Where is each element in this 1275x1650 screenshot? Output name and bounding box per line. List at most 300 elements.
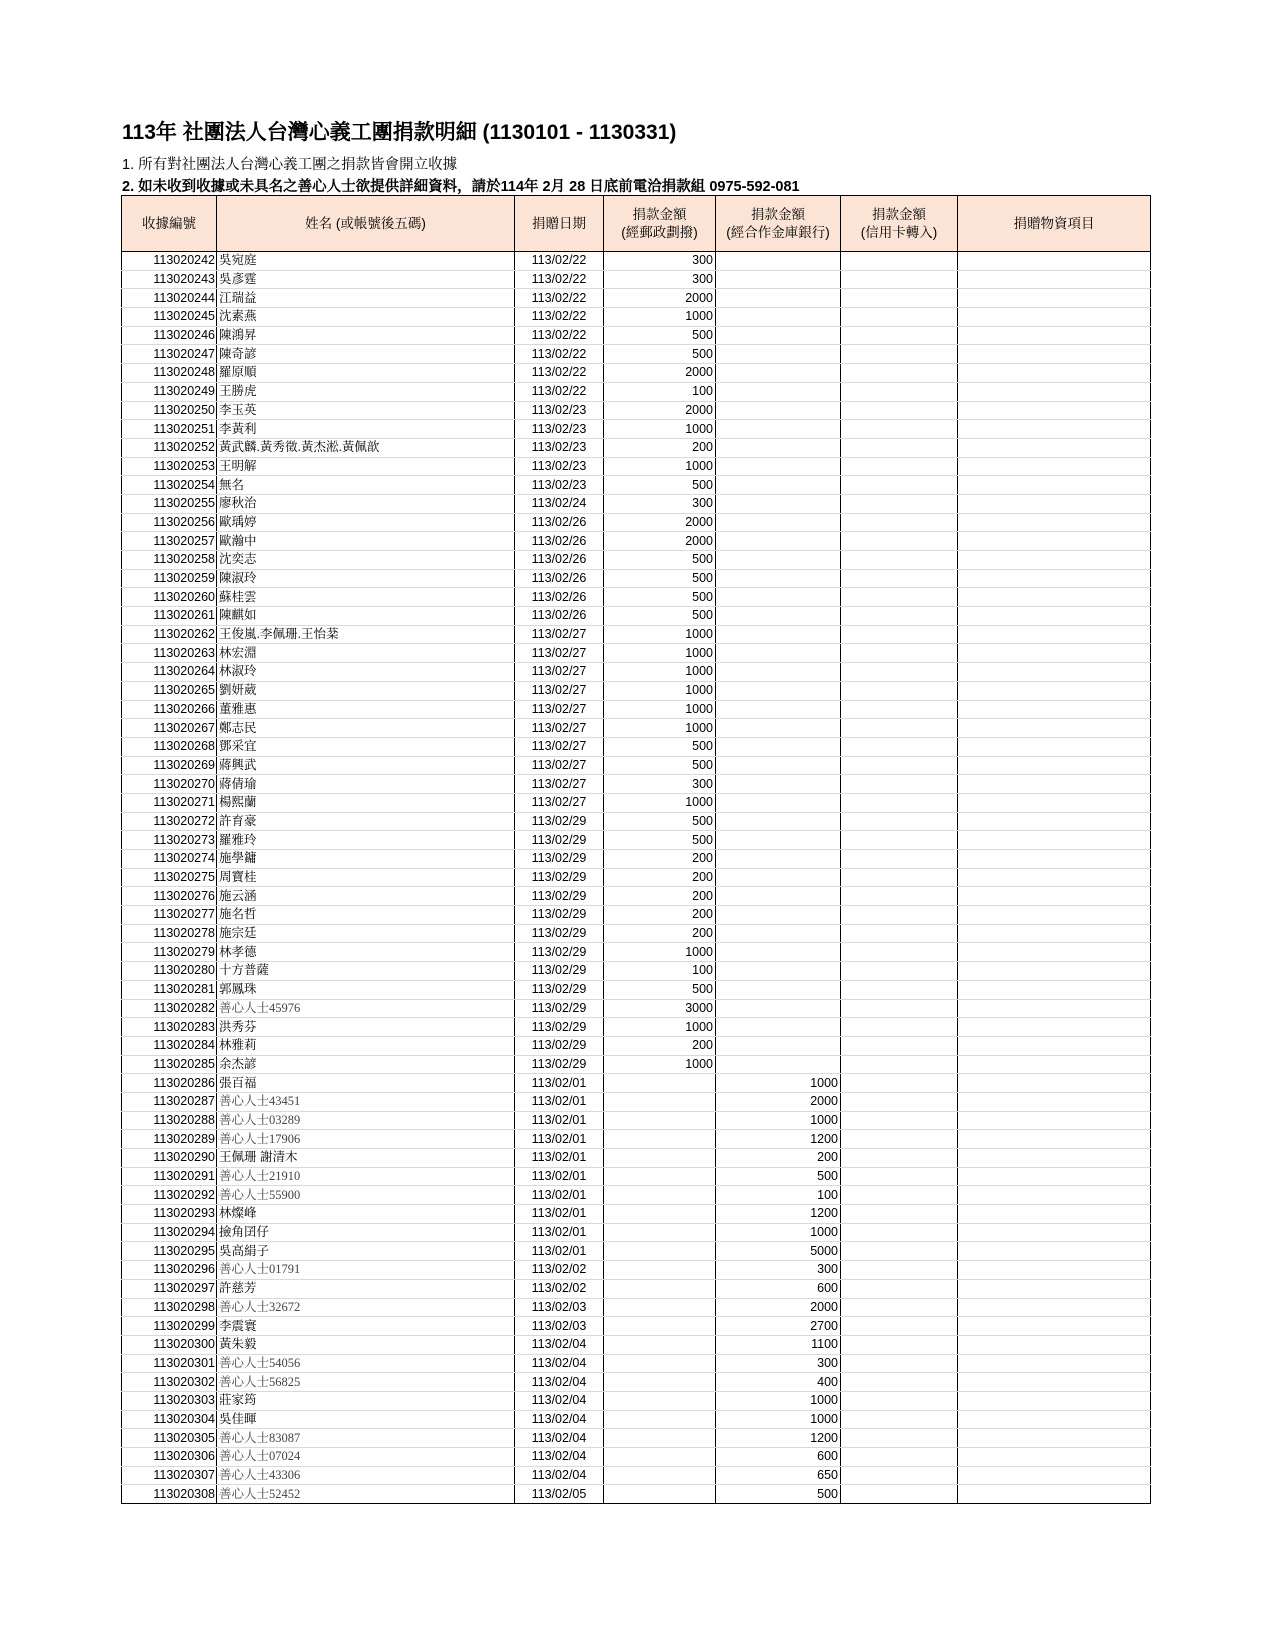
cell-name: 鄧采宜	[217, 737, 515, 756]
cell-name: 蘇桂雲	[217, 588, 515, 607]
cell-receipt-no: 113020253	[122, 457, 217, 476]
cell-name: 善心人士32672	[217, 1298, 515, 1317]
cell-receipt-no: 113020287	[122, 1092, 217, 1111]
cell-receipt-no: 113020261	[122, 607, 217, 626]
cell-goods	[958, 1448, 1151, 1467]
cell-name: 洪秀芬	[217, 1018, 515, 1037]
table-row	[122, 737, 1151, 756]
cell-date: 113/02/01	[515, 1223, 604, 1242]
cell-name: 歐瀚中	[217, 532, 515, 551]
cell-receipt-no: 113020267	[122, 719, 217, 738]
cell-amount-postal: 1000	[604, 663, 716, 682]
cell-goods	[958, 1466, 1151, 1485]
cell-goods	[958, 308, 1151, 327]
cell-amount-bank: 1100	[716, 1335, 841, 1354]
cell-amount-credit-card	[841, 1018, 958, 1037]
cell-amount-postal	[604, 1298, 716, 1317]
cell-amount-postal	[604, 1261, 716, 1280]
cell-amount-bank	[716, 1018, 841, 1037]
table-row	[122, 1186, 1151, 1205]
cell-name: 王勝虎	[217, 382, 515, 401]
cell-amount-credit-card	[841, 252, 958, 271]
table-row	[122, 644, 1151, 663]
cell-name: 黃朱毅	[217, 1335, 515, 1354]
cell-name: 善心人士54056	[217, 1354, 515, 1373]
cell-amount-postal: 1000	[604, 625, 716, 644]
table-row	[122, 607, 1151, 626]
cell-amount-postal: 500	[604, 569, 716, 588]
cell-name: 善心人士43306	[217, 1466, 515, 1485]
cell-date: 113/02/22	[515, 382, 604, 401]
cell-amount-postal: 1000	[604, 457, 716, 476]
table-row	[122, 924, 1151, 943]
cell-name: 沈奕志	[217, 551, 515, 570]
cell-goods	[958, 457, 1151, 476]
cell-amount-bank	[716, 513, 841, 532]
cell-goods	[958, 513, 1151, 532]
cell-receipt-no: 113020274	[122, 850, 217, 869]
cell-amount-postal	[604, 1111, 716, 1130]
cell-name: 陳麒如	[217, 607, 515, 626]
cell-amount-bank	[716, 943, 841, 962]
cell-receipt-no: 113020251	[122, 420, 217, 439]
cell-receipt-no: 113020258	[122, 551, 217, 570]
cell-date: 113/02/26	[515, 551, 604, 570]
cell-amount-bank	[716, 345, 841, 364]
cell-amount-credit-card	[841, 1074, 958, 1093]
cell-receipt-no: 113020259	[122, 569, 217, 588]
cell-amount-bank: 1000	[716, 1410, 841, 1429]
cell-amount-postal: 1000	[604, 719, 716, 738]
cell-date: 113/02/04	[515, 1391, 604, 1410]
cell-amount-credit-card	[841, 737, 958, 756]
cell-name: 施學鏞	[217, 850, 515, 869]
cell-date: 113/02/22	[515, 326, 604, 345]
cell-date: 113/02/23	[515, 438, 604, 457]
cell-amount-bank	[716, 401, 841, 420]
table-row	[122, 345, 1151, 364]
table-row	[122, 1111, 1151, 1130]
cell-name: 善心人士55900	[217, 1186, 515, 1205]
cell-amount-credit-card	[841, 1279, 958, 1298]
cell-amount-credit-card	[841, 382, 958, 401]
table-row	[122, 457, 1151, 476]
cell-name: 莊家筠	[217, 1391, 515, 1410]
cell-name: 王俊嵐.李佩珊.王怡棻	[217, 625, 515, 644]
cell-amount-bank	[716, 887, 841, 906]
cell-amount-bank	[716, 868, 841, 887]
cell-goods	[958, 345, 1151, 364]
cell-amount-credit-card	[841, 775, 958, 794]
cell-name: 羅原順	[217, 364, 515, 383]
cell-amount-credit-card	[841, 438, 958, 457]
cell-amount-postal: 2000	[604, 289, 716, 308]
cell-amount-credit-card	[841, 1261, 958, 1280]
cell-amount-bank: 2000	[716, 1298, 841, 1317]
cell-date: 113/02/29	[515, 1036, 604, 1055]
cell-goods	[958, 1055, 1151, 1074]
cell-amount-postal: 500	[604, 326, 716, 345]
cell-amount-bank	[716, 1036, 841, 1055]
cell-goods	[958, 1410, 1151, 1429]
cell-goods	[958, 681, 1151, 700]
cell-amount-postal: 2000	[604, 364, 716, 383]
cell-receipt-no: 113020282	[122, 999, 217, 1018]
cell-name: 善心人士43451	[217, 1092, 515, 1111]
cell-name: 沈素燕	[217, 308, 515, 327]
cell-amount-credit-card	[841, 588, 958, 607]
cell-receipt-no: 113020265	[122, 681, 217, 700]
cell-date: 113/02/04	[515, 1354, 604, 1373]
cell-amount-bank: 5000	[716, 1242, 841, 1261]
cell-name: 李黃利	[217, 420, 515, 439]
cell-receipt-no: 113020284	[122, 1036, 217, 1055]
cell-goods	[958, 1261, 1151, 1280]
cell-amount-credit-card	[841, 1092, 958, 1111]
table-row	[122, 831, 1151, 850]
cell-receipt-no: 113020300	[122, 1335, 217, 1354]
cell-goods	[958, 1205, 1151, 1224]
cell-receipt-no: 113020296	[122, 1261, 217, 1280]
cell-receipt-no: 113020293	[122, 1205, 217, 1224]
cell-date: 113/02/01	[515, 1092, 604, 1111]
cell-amount-bank	[716, 457, 841, 476]
cell-receipt-no: 113020307	[122, 1466, 217, 1485]
cell-amount-postal: 100	[604, 382, 716, 401]
cell-amount-postal: 200	[604, 850, 716, 869]
cell-goods	[958, 1149, 1151, 1168]
table-row	[122, 1354, 1151, 1373]
cell-receipt-no: 113020264	[122, 663, 217, 682]
cell-name: 許慈芳	[217, 1279, 515, 1298]
cell-amount-credit-card	[841, 457, 958, 476]
cell-amount-postal	[604, 1335, 716, 1354]
table-row	[122, 252, 1151, 271]
cell-amount-bank: 500	[716, 1485, 841, 1504]
cell-date: 113/02/27	[515, 644, 604, 663]
cell-amount-credit-card	[841, 1466, 958, 1485]
table-row	[122, 494, 1151, 513]
cell-date: 113/02/04	[515, 1466, 604, 1485]
cell-amount-credit-card	[841, 551, 958, 570]
cell-receipt-no: 113020288	[122, 1111, 217, 1130]
cell-name: 善心人士01791	[217, 1261, 515, 1280]
table-row	[122, 382, 1151, 401]
cell-receipt-no: 113020245	[122, 308, 217, 327]
cell-name: 十方普薩	[217, 962, 515, 981]
cell-name: 善心人士03289	[217, 1111, 515, 1130]
cell-amount-bank: 1000	[716, 1111, 841, 1130]
cell-amount-credit-card	[841, 1223, 958, 1242]
cell-name: 張百福	[217, 1074, 515, 1093]
cell-amount-credit-card	[841, 1186, 958, 1205]
cell-date: 113/02/26	[515, 607, 604, 626]
table-row	[122, 364, 1151, 383]
cell-amount-bank: 1000	[716, 1074, 841, 1093]
table-row	[122, 1466, 1151, 1485]
cell-amount-postal: 200	[604, 924, 716, 943]
cell-amount-postal: 1000	[604, 1018, 716, 1037]
table-row	[122, 1485, 1151, 1504]
cell-amount-postal: 1000	[604, 681, 716, 700]
cell-amount-postal: 2000	[604, 513, 716, 532]
table-row	[122, 1036, 1151, 1055]
cell-receipt-no: 113020306	[122, 1448, 217, 1467]
cell-amount-credit-card	[841, 1130, 958, 1149]
table-row	[122, 756, 1151, 775]
cell-name: 歐瑀婷	[217, 513, 515, 532]
cell-name: 善心人士52452	[217, 1485, 515, 1504]
cell-amount-bank	[716, 924, 841, 943]
cell-goods	[958, 1354, 1151, 1373]
cell-amount-postal	[604, 1410, 716, 1429]
cell-amount-postal: 1000	[604, 700, 716, 719]
cell-date: 113/02/01	[515, 1074, 604, 1093]
cell-amount-credit-card	[841, 494, 958, 513]
cell-date: 113/02/27	[515, 625, 604, 644]
cell-receipt-no: 113020279	[122, 943, 217, 962]
cell-amount-bank	[716, 532, 841, 551]
cell-amount-credit-card	[841, 1055, 958, 1074]
cell-receipt-no: 113020301	[122, 1354, 217, 1373]
cell-date: 113/02/01	[515, 1186, 604, 1205]
cell-name: 蔣興武	[217, 756, 515, 775]
cell-amount-bank	[716, 644, 841, 663]
cell-receipt-no: 113020254	[122, 476, 217, 495]
cell-date: 113/02/22	[515, 364, 604, 383]
cell-name: 鄭志民	[217, 719, 515, 738]
cell-date: 113/02/29	[515, 943, 604, 962]
table-row	[122, 1074, 1151, 1093]
table-row	[122, 812, 1151, 831]
header-date: 捐贈日期	[515, 196, 604, 252]
cell-amount-postal: 500	[604, 551, 716, 570]
cell-goods	[958, 962, 1151, 981]
cell-receipt-no: 113020250	[122, 401, 217, 420]
cell-amount-bank: 600	[716, 1279, 841, 1298]
cell-amount-bank	[716, 438, 841, 457]
cell-goods	[958, 551, 1151, 570]
cell-name: 董雅惠	[217, 700, 515, 719]
cell-goods	[958, 1298, 1151, 1317]
cell-amount-bank	[716, 980, 841, 999]
cell-receipt-no: 113020256	[122, 513, 217, 532]
cell-receipt-no: 113020278	[122, 924, 217, 943]
cell-amount-bank: 1200	[716, 1429, 841, 1448]
cell-date: 113/02/29	[515, 812, 604, 831]
cell-goods	[958, 625, 1151, 644]
cell-amount-postal: 300	[604, 252, 716, 271]
cell-amount-credit-card	[841, 1205, 958, 1224]
cell-goods	[958, 812, 1151, 831]
table-row	[122, 1429, 1151, 1448]
table-row	[122, 1167, 1151, 1186]
cell-name: 施名哲	[217, 906, 515, 925]
cell-amount-credit-card	[841, 1167, 958, 1186]
cell-receipt-no: 113020294	[122, 1223, 217, 1242]
cell-date: 113/02/27	[515, 756, 604, 775]
cell-amount-credit-card	[841, 1410, 958, 1429]
cell-amount-credit-card	[841, 401, 958, 420]
cell-name: 施宗廷	[217, 924, 515, 943]
cell-amount-bank	[716, 607, 841, 626]
cell-receipt-no: 113020249	[122, 382, 217, 401]
cell-amount-bank: 500	[716, 1167, 841, 1186]
cell-receipt-no: 113020246	[122, 326, 217, 345]
cell-amount-postal: 200	[604, 887, 716, 906]
cell-goods	[958, 868, 1151, 887]
cell-amount-credit-card	[841, 625, 958, 644]
cell-amount-postal	[604, 1149, 716, 1168]
cell-name: 許育豪	[217, 812, 515, 831]
cell-amount-postal	[604, 1130, 716, 1149]
cell-amount-credit-card	[841, 420, 958, 439]
cell-date: 113/02/27	[515, 775, 604, 794]
cell-receipt-no: 113020257	[122, 532, 217, 551]
cell-amount-postal	[604, 1317, 716, 1336]
cell-goods	[958, 1279, 1151, 1298]
cell-date: 113/02/26	[515, 532, 604, 551]
cell-receipt-no: 113020269	[122, 756, 217, 775]
table-row	[122, 289, 1151, 308]
cell-name: 林燦峰	[217, 1205, 515, 1224]
cell-name: 林宏淵	[217, 644, 515, 663]
cell-date: 113/02/04	[515, 1410, 604, 1429]
cell-amount-credit-card	[841, 719, 958, 738]
cell-amount-credit-card	[841, 1298, 958, 1317]
cell-receipt-no: 113020266	[122, 700, 217, 719]
cell-amount-credit-card	[841, 476, 958, 495]
table-row	[122, 569, 1151, 588]
cell-receipt-no: 113020303	[122, 1391, 217, 1410]
cell-amount-bank	[716, 252, 841, 271]
cell-amount-postal: 1000	[604, 644, 716, 663]
cell-amount-bank	[716, 681, 841, 700]
table-row	[122, 438, 1151, 457]
table-row	[122, 700, 1151, 719]
cell-goods	[958, 793, 1151, 812]
cell-amount-credit-card	[841, 906, 958, 925]
cell-goods	[958, 663, 1151, 682]
cell-amount-bank	[716, 1055, 841, 1074]
cell-receipt-no: 113020270	[122, 775, 217, 794]
cell-amount-postal: 1000	[604, 308, 716, 327]
cell-goods	[958, 1223, 1151, 1242]
cell-amount-postal: 200	[604, 868, 716, 887]
cell-amount-postal	[604, 1373, 716, 1392]
cell-date: 113/02/01	[515, 1205, 604, 1224]
table-row	[122, 850, 1151, 869]
cell-amount-bank	[716, 420, 841, 439]
cell-amount-credit-card	[841, 644, 958, 663]
cell-receipt-no: 113020291	[122, 1167, 217, 1186]
table-row	[122, 1391, 1151, 1410]
cell-receipt-no: 113020247	[122, 345, 217, 364]
cell-amount-bank	[716, 476, 841, 495]
cell-amount-credit-card	[841, 1485, 958, 1504]
cell-amount-postal	[604, 1092, 716, 1111]
cell-amount-postal	[604, 1354, 716, 1373]
cell-receipt-no: 113020280	[122, 962, 217, 981]
cell-amount-bank: 1200	[716, 1205, 841, 1224]
cell-amount-credit-card	[841, 1429, 958, 1448]
cell-amount-postal: 200	[604, 906, 716, 925]
cell-amount-postal	[604, 1074, 716, 1093]
table-row	[122, 943, 1151, 962]
cell-amount-postal	[604, 1186, 716, 1205]
cell-goods	[958, 1167, 1151, 1186]
cell-goods	[958, 1074, 1151, 1093]
cell-date: 113/02/22	[515, 289, 604, 308]
cell-amount-bank	[716, 382, 841, 401]
cell-receipt-no: 113020268	[122, 737, 217, 756]
cell-date: 113/02/04	[515, 1373, 604, 1392]
cell-amount-bank	[716, 364, 841, 383]
cell-name: 陳鴻昇	[217, 326, 515, 345]
cell-amount-bank	[716, 831, 841, 850]
cell-amount-postal	[604, 1167, 716, 1186]
cell-amount-credit-card	[841, 962, 958, 981]
cell-amount-bank: 1200	[716, 1130, 841, 1149]
cell-amount-bank: 300	[716, 1354, 841, 1373]
cell-receipt-no: 113020286	[122, 1074, 217, 1093]
cell-amount-credit-card	[841, 569, 958, 588]
cell-amount-postal: 1000	[604, 1055, 716, 1074]
table-row	[122, 1373, 1151, 1392]
cell-amount-bank: 1000	[716, 1223, 841, 1242]
cell-goods	[958, 420, 1151, 439]
cell-amount-credit-card	[841, 999, 958, 1018]
cell-goods	[958, 1186, 1151, 1205]
cell-date: 113/02/29	[515, 868, 604, 887]
table-row	[122, 420, 1151, 439]
cell-receipt-no: 113020273	[122, 831, 217, 850]
cell-name: 善心人士45976	[217, 999, 515, 1018]
cell-goods	[958, 737, 1151, 756]
cell-goods	[958, 438, 1151, 457]
cell-name: 林孝德	[217, 943, 515, 962]
cell-receipt-no: 113020255	[122, 494, 217, 513]
cell-date: 113/02/27	[515, 719, 604, 738]
table-row	[122, 887, 1151, 906]
cell-amount-bank	[716, 756, 841, 775]
cell-name: 陳奇諺	[217, 345, 515, 364]
table-row	[122, 625, 1151, 644]
cell-goods	[958, 1429, 1151, 1448]
cell-amount-postal: 500	[604, 737, 716, 756]
cell-receipt-no: 113020272	[122, 812, 217, 831]
cell-date: 113/02/26	[515, 569, 604, 588]
cell-goods	[958, 326, 1151, 345]
cell-amount-postal: 300	[604, 270, 716, 289]
cell-date: 113/02/29	[515, 1055, 604, 1074]
cell-amount-postal: 1000	[604, 943, 716, 962]
cell-date: 113/02/27	[515, 663, 604, 682]
cell-date: 113/02/01	[515, 1167, 604, 1186]
cell-date: 113/02/29	[515, 980, 604, 999]
table-row	[122, 1130, 1151, 1149]
note-contact: 2. 如未收到收據或未具名之善心人士欲提供詳細資料，請於114年 2月 28 日底前電洽捐款組 0975-592-081	[122, 179, 800, 195]
table-header-row	[122, 196, 1151, 252]
cell-amount-bank: 300	[716, 1261, 841, 1280]
cell-date: 113/02/01	[515, 1242, 604, 1261]
cell-receipt-no: 113020260	[122, 588, 217, 607]
cell-amount-credit-card	[841, 1391, 958, 1410]
cell-date: 113/02/29	[515, 887, 604, 906]
cell-date: 113/02/29	[515, 831, 604, 850]
cell-amount-bank	[716, 793, 841, 812]
cell-receipt-no: 113020299	[122, 1317, 217, 1336]
